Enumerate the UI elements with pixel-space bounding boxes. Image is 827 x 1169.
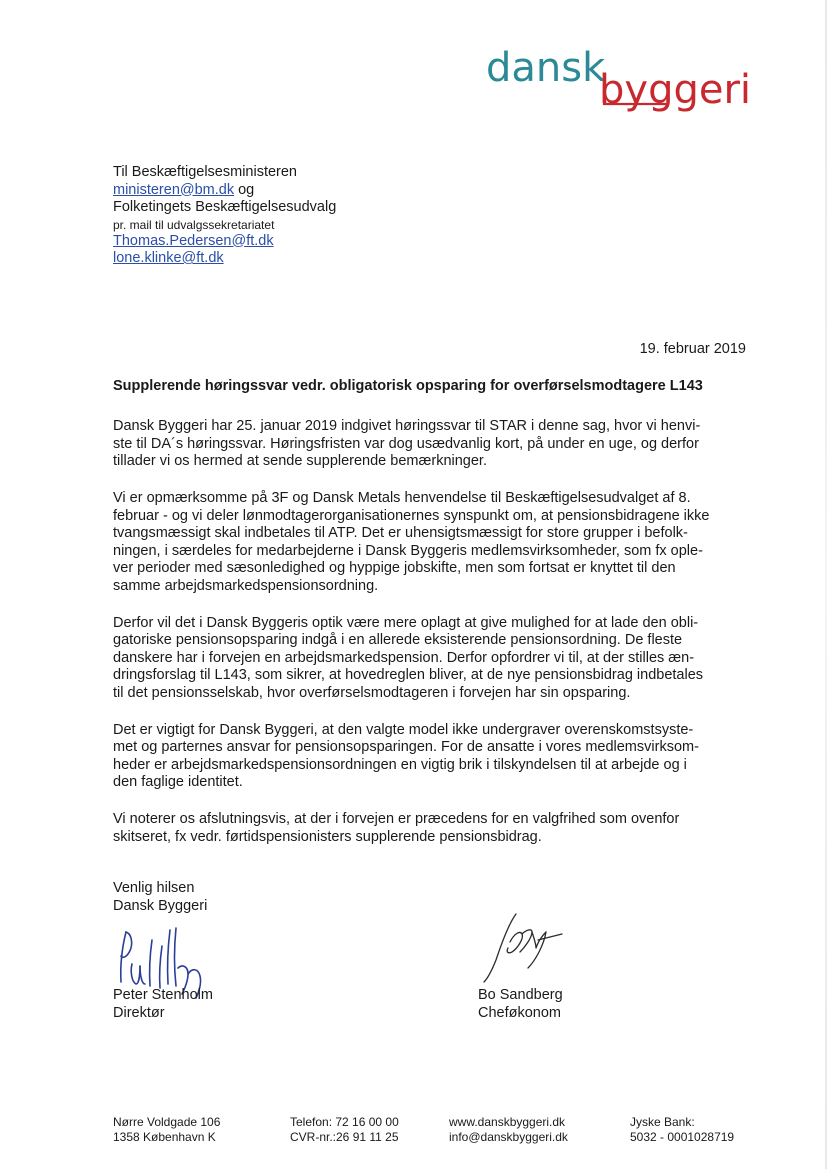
signer-name: Bo Sandberg — [478, 987, 563, 1003]
closing-greeting: Venlig hilsen — [113, 880, 195, 896]
paragraph-line: samme arbejdsmarkedspensionsordning. — [113, 577, 379, 594]
footer-contact — [290, 1115, 399, 1145]
paragraph-5 — [113, 811, 753, 846]
paragraph-line: gatoriske pensionsopsparing indgå i en allerede eksisterende pensionsordning. De fleste — [113, 632, 683, 648]
email-link-ministeren[interactable]: ministeren@bm.dk — [113, 181, 235, 198]
recipient-block — [113, 164, 513, 268]
signer-name: Peter Stenholm — [113, 987, 213, 1003]
recipient-email-line — [113, 182, 513, 200]
footer-address — [113, 1115, 220, 1145]
footer-cvr: CVR-nr.:26 91 11 25 — [290, 1130, 399, 1144]
recipient-line: Til Beskæftigelsesministeren — [113, 164, 297, 180]
logo-word-dansk: dansk — [486, 45, 606, 91]
signer-peter-stenholm — [113, 986, 213, 1022]
paragraph-line: Det er vigtigt for Dansk Byggeri, at den valgte model ikke undergraver overenskomstsyste- — [113, 721, 694, 738]
footer-address-street: Nørre Voldgade 106 — [113, 1115, 221, 1129]
footer-bank — [630, 1115, 734, 1145]
paragraph-3 — [113, 615, 753, 703]
paragraph-4 — [113, 722, 753, 792]
logo-underline-icon — [486, 46, 748, 112]
paragraph-line: heder er arbejdsmarkedspensionsordningen en vigtig brik i tilskyndelsen til at arbejde og i — [113, 756, 687, 773]
signer-title: Direktør — [113, 1005, 165, 1021]
paragraph-line: Vi noterer os afslutningsvis, at der i forvejen er præcedens for en valgfrihed som ovenfor — [113, 811, 680, 827]
paragraph-line: danskere har i forvejen en arbejdsmarkedspension. Derfor opfordrer vi til, at der stilles æn- — [113, 649, 695, 666]
footer-website-link[interactable]: www.danskbyggeri.dk — [449, 1115, 566, 1129]
paragraph-line: dringsforslag til L143, som sikrer, at hovedreglen bliver, at de nye pensionsbidrag indbetales — [113, 667, 704, 683]
paragraph-line: til det pensionsselskab, hvor overførselsmodtageren i forvejen har sin opsparing. — [113, 684, 631, 701]
email-link-lone-klinke[interactable]: lone.klinke@ft.dk — [113, 250, 224, 266]
footer-phone: Telefon: 72 16 00 00 — [290, 1115, 399, 1129]
closing-block — [113, 879, 207, 915]
footer-bank-name: Jyske Bank: — [630, 1115, 695, 1129]
recipient-note: pr. mail til udvalgssekretariatet — [113, 217, 275, 232]
paragraph-line: met og parternes ansvar for pensionsopsparingen. For de ansatte i vores medlemsvirksom- — [113, 739, 699, 755]
letter-subject: Supplerende høringssvar vedr. obligatorisk opsparing for overførselsmodtagere L143 — [113, 378, 703, 394]
paragraph-line: ver perioder med sæsonledighed og hyppige jobskifte, men som fortsat er knyttet til den — [113, 560, 676, 576]
paragraph-line: Dansk Byggeri har 25. januar 2019 indgivet høringssvar til STAR i denne sag, hvor vi henvi- — [113, 418, 701, 434]
recipient-committee: Folketingets Beskæftigelsesudvalg — [113, 199, 337, 215]
paragraph-line: februar - og vi deler lønmodtagerorganisationernes synspunkt om, at pensionsbidragene ikke — [113, 507, 710, 524]
letter-date: 19. februar 2019 — [639, 341, 746, 357]
footer-bank-account: 5032 - 0001028719 — [630, 1130, 735, 1144]
email-link-thomas-pedersen[interactable]: Thomas.Pedersen@ft.dk — [113, 232, 274, 249]
paragraph-line: den faglige identitet. — [113, 774, 243, 790]
paragraph-line: tvangsmæssigt skal indbetales til ATP. Det er uhensigtsmæssigt for store grupper i befolk- — [113, 525, 688, 541]
paragraph-line: Vi er opmærksomme på 3F og Dansk Metals henvendelse til Beskæftigelsesudvalget af 8. — [113, 490, 691, 506]
footer-email-link[interactable]: info@danskbyggeri.dk — [449, 1130, 568, 1144]
paragraph-line: ningen, i særdeles for medarbejderne i Dansk Byggeris medlemsvirksomheder, som fx ople- — [113, 542, 703, 559]
recipient-email-suffix: og — [234, 181, 255, 198]
letter-body — [113, 418, 753, 866]
dansk-byggeri-logo — [486, 45, 752, 113]
paragraph-line: Derfor vil det i Dansk Byggeris optik være mere oplagt at give mulighed for at lade den obli- — [113, 614, 699, 631]
signature-bo-sandberg — [476, 908, 572, 984]
paragraph-line: skitseret, fx vedr. førtidspensionisters supplerende pensionsbidrag. — [113, 828, 542, 845]
paragraph-line: tillader vi os hermed at sende supplerende bemærkninger. — [113, 453, 487, 469]
paragraph-2 — [113, 490, 753, 595]
closing-organization: Dansk Byggeri — [113, 898, 208, 914]
footer-web — [449, 1115, 568, 1145]
signer-title: Cheføkonom — [478, 1005, 562, 1021]
logo-word-byggeri: byggeri — [599, 67, 752, 113]
signer-bo-sandberg — [478, 986, 563, 1022]
paragraph-line: ste til DA´s høringssvar. Høringsfristen var dog usædvanlig kort, på under en uge, og derfor — [113, 435, 699, 452]
paragraph-1 — [113, 418, 753, 471]
footer-address-city: 1358 København K — [113, 1130, 216, 1144]
